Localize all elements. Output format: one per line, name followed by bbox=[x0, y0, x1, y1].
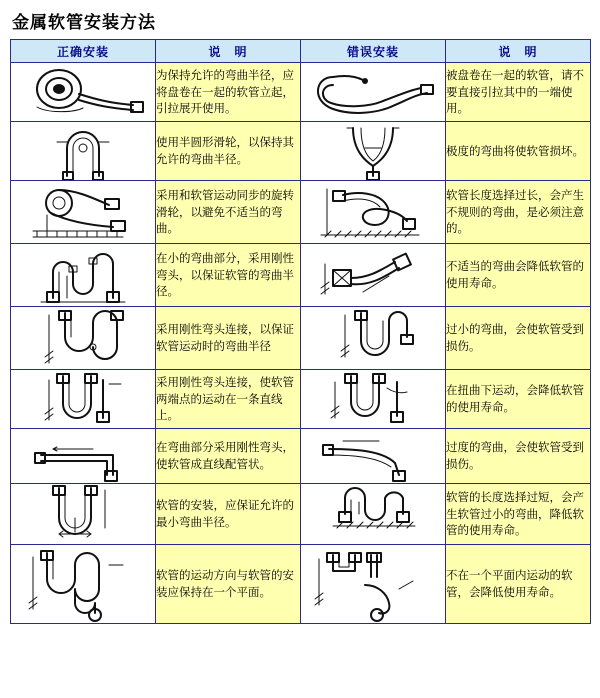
page-title: 金属软管安装方法 bbox=[12, 13, 156, 33]
cell-text: 使用半圆形滑轮，以保持其允许的弯曲半径。 bbox=[156, 122, 301, 181]
cell-text: 在弯曲部分采用刚性弯头，使软管成直线配管状。 bbox=[156, 429, 301, 484]
out-of-plane-motion-icon bbox=[301, 545, 446, 624]
cell-text: 为保持允许的弯曲半径，应将盘卷在一起的软管立起，引拉展开使用。 bbox=[156, 63, 301, 122]
cell-text: 在小的弯曲部分，采用刚性弯头，以保证软管的弯曲半径。 bbox=[156, 244, 301, 307]
too-long-hose-irregular-bend-icon bbox=[301, 181, 446, 244]
rigid-elbow-connection-icon bbox=[11, 307, 156, 370]
cell-text: 采用和软管运动同步的旋转滑轮，以避免不适当的弯曲。 bbox=[156, 181, 301, 244]
header-correct-desc: 说 明 bbox=[156, 40, 301, 63]
table-row bbox=[11, 370, 591, 429]
cell-text: 被盘卷在一起的软管，请不要直接引拉其中的一端使用。 bbox=[446, 63, 591, 122]
header-wrong-desc: 说 明 bbox=[446, 40, 591, 63]
table-row bbox=[11, 545, 591, 624]
too-long-small-bend-icon bbox=[301, 484, 446, 545]
table-row bbox=[11, 429, 591, 484]
same-plane-motion-icon bbox=[11, 545, 156, 624]
cell-text: 过度的弯曲，会使软管受到损伤。 bbox=[446, 429, 591, 484]
straight-piping-rigid-elbow-icon bbox=[11, 429, 156, 484]
coiled-hose-pulled-icon bbox=[301, 63, 446, 122]
header-wrong-install: 错误安装 bbox=[301, 40, 446, 63]
improper-bend-icon bbox=[301, 244, 446, 307]
too-small-bend-icon bbox=[301, 307, 446, 370]
cell-text: 软管的运动方向与软管的安装应保持在一个平面。 bbox=[156, 545, 301, 624]
table-row bbox=[11, 244, 591, 307]
table-row bbox=[11, 484, 591, 545]
table-header-row bbox=[11, 40, 591, 63]
excessive-bend-icon bbox=[301, 429, 446, 484]
rigid-elbow-straight-motion-icon bbox=[11, 370, 156, 429]
cell-text: 不在一个平面内运动的软管，会降低使用寿命。 bbox=[446, 545, 591, 624]
table-row bbox=[11, 307, 591, 370]
cell-text: 不适当的弯曲会降低软管的使用寿命。 bbox=[446, 244, 591, 307]
cell-text: 软管长度选择过长，会产生不规则的弯曲，是必须注意的。 bbox=[446, 181, 591, 244]
cell-text: 软管的安装，应保证允许的最小弯曲半径。 bbox=[156, 484, 301, 545]
table-row bbox=[11, 63, 591, 122]
header-correct-install: 正确安装 bbox=[11, 40, 156, 63]
synchronized-rotating-pulley-icon bbox=[11, 181, 156, 244]
cell-text: 采用刚性弯头连接，以保证软管运动时的弯曲半径 bbox=[156, 307, 301, 370]
torsion-motion-icon bbox=[301, 370, 446, 429]
sharp-bend-hose-icon bbox=[301, 122, 446, 181]
cell-text: 极度的弯曲将使软管损坏。 bbox=[446, 122, 591, 181]
rigid-bend-small-radius-icon bbox=[11, 244, 156, 307]
cell-text: 采用刚性弯头连接，使软管两端点的运动在一条直线上。 bbox=[156, 370, 301, 429]
installation-methods-table bbox=[10, 39, 591, 624]
minimum-bend-radius-install-icon bbox=[11, 484, 156, 545]
cell-text: 过小的弯曲，会使软管受到损伤。 bbox=[446, 307, 591, 370]
coiled-hose-standing-icon bbox=[11, 63, 156, 122]
semicircular-pulley-icon bbox=[11, 122, 156, 181]
cell-text: 软管的长度选择过短，会产生软管过小的弯曲，降低软管的使用寿命。 bbox=[446, 484, 591, 545]
table-row bbox=[11, 122, 591, 181]
cell-text: 在扭曲下运动，会降低软管的使用寿命。 bbox=[446, 370, 591, 429]
table-row bbox=[11, 181, 591, 244]
